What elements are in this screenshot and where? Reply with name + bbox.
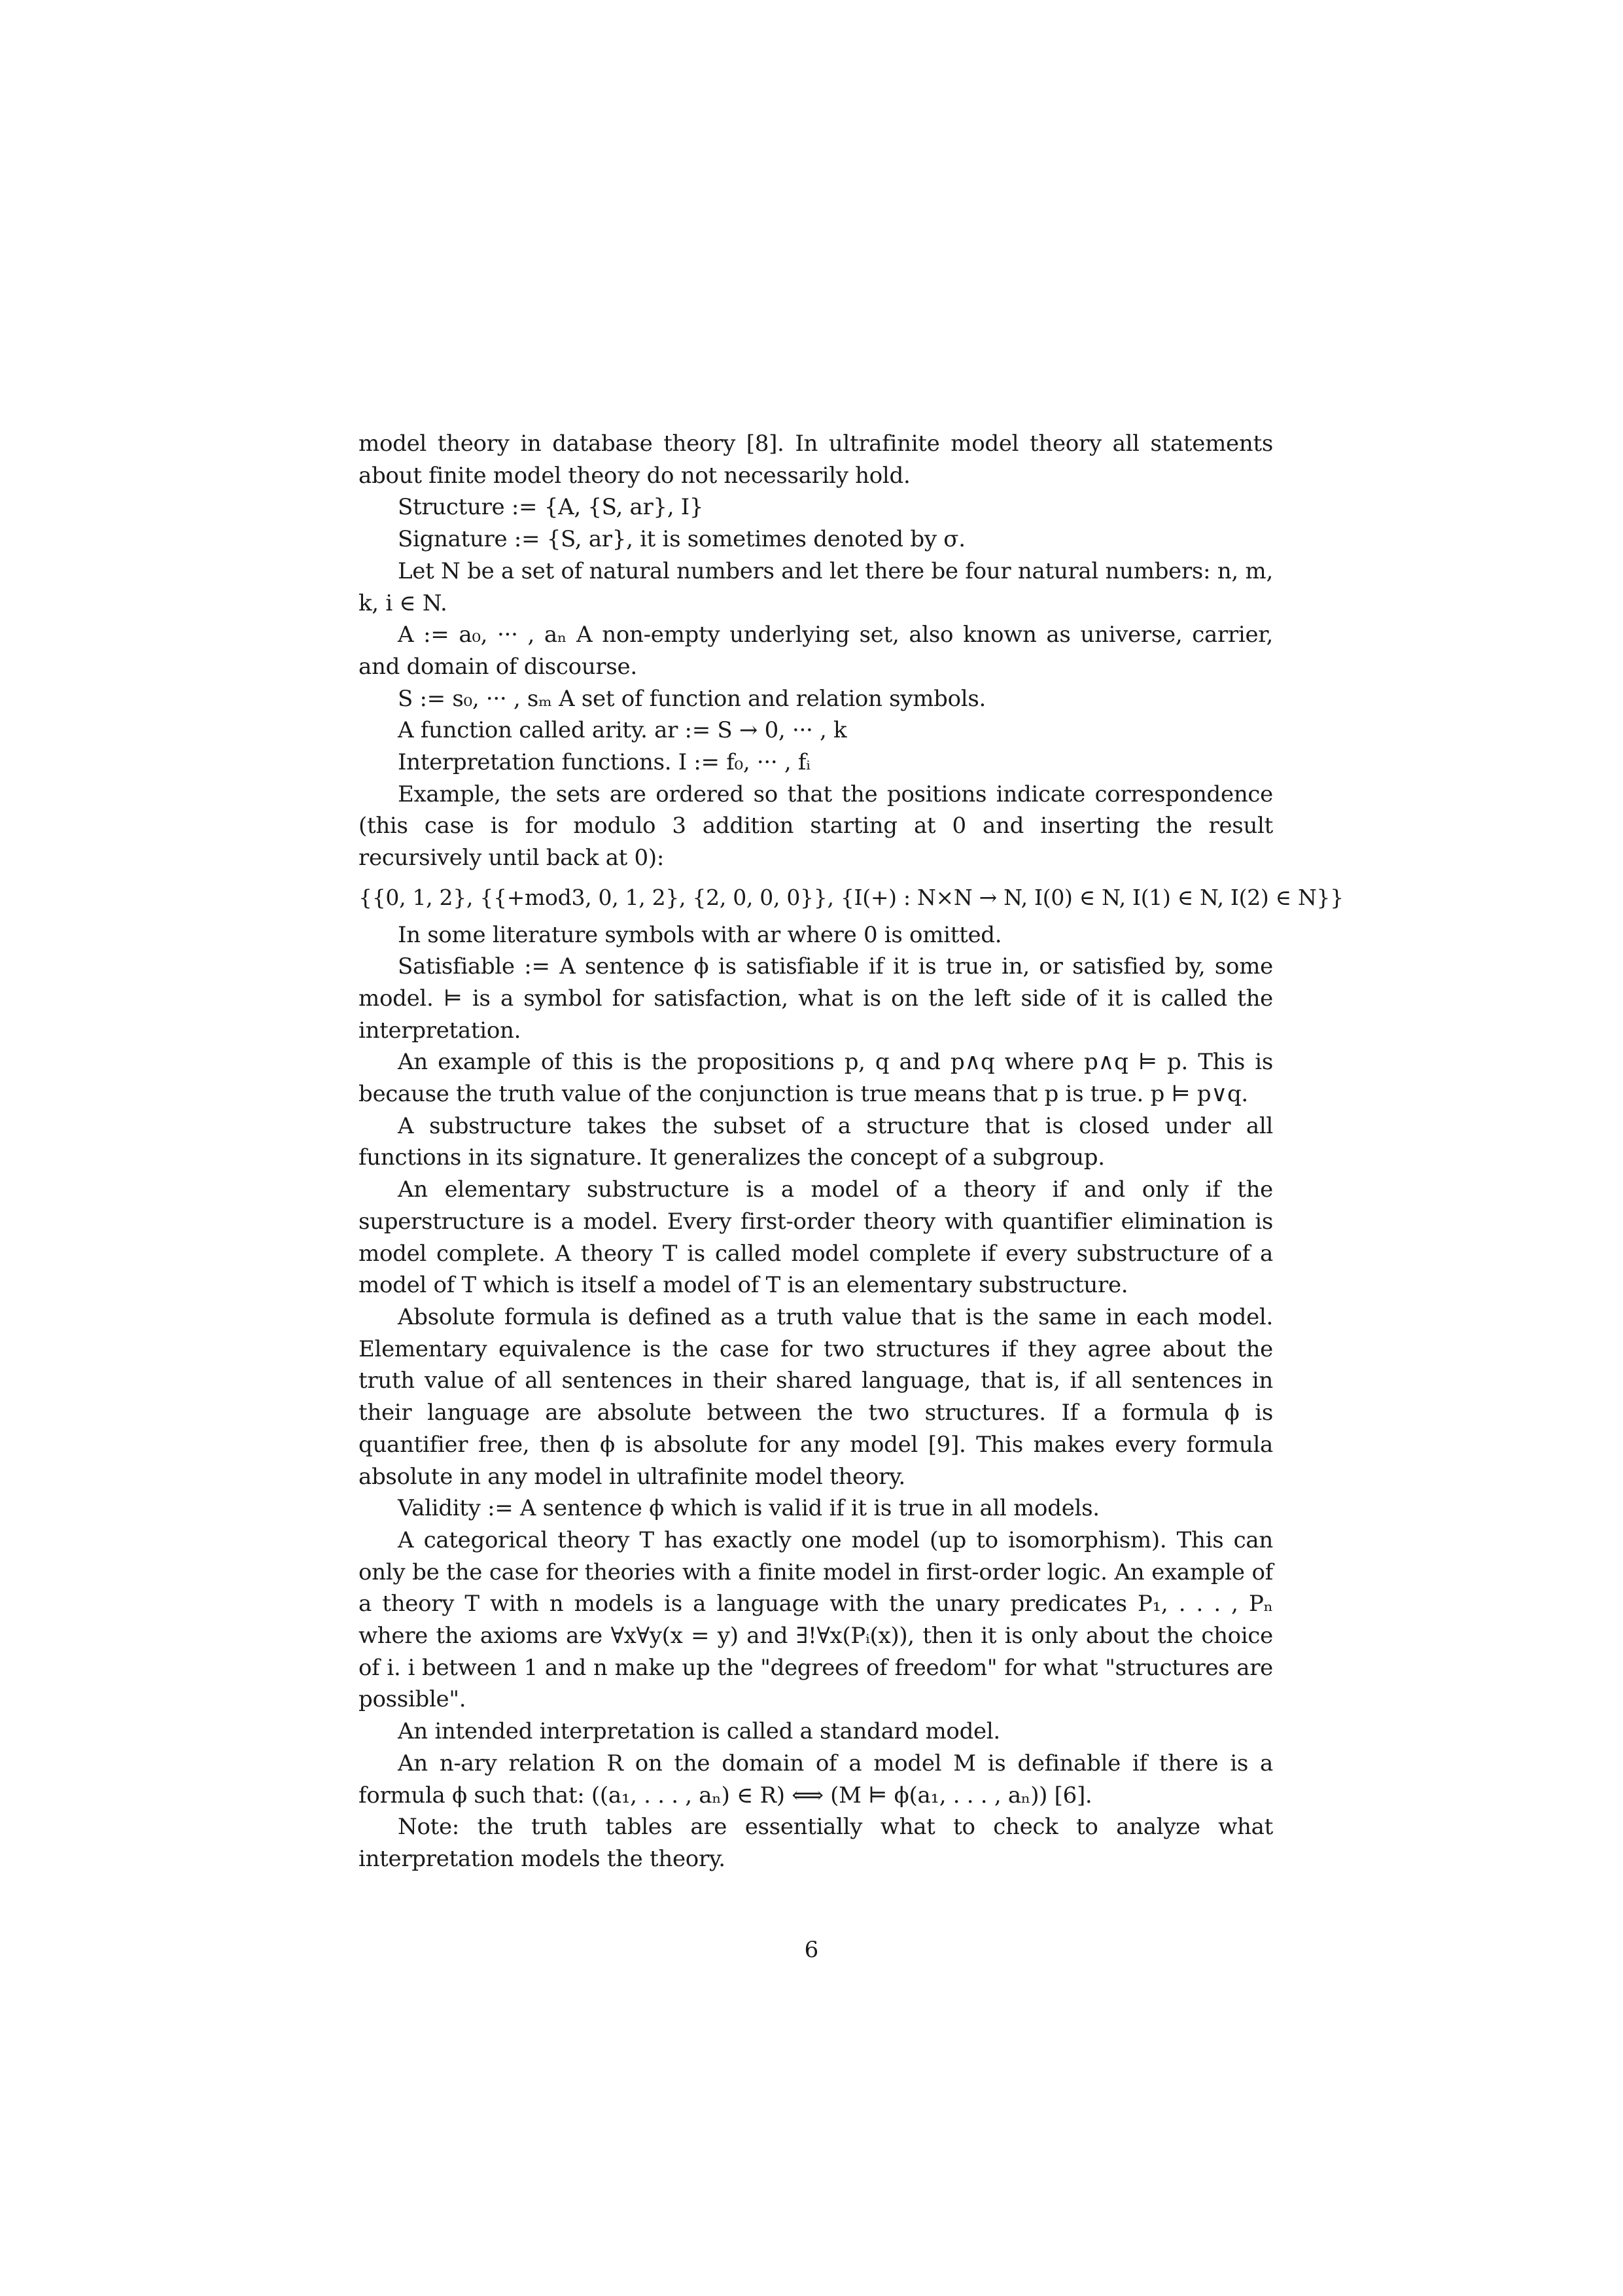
- paragraph: An example of this is the propositions p, q and p∧q where p∧q ⊨ p. This is because the truth value of the conjunction is true means that p is true. p ⊨ p∨q.: [358, 1049, 1273, 1108]
- paragraph: Example, the sets are ordered so that the positions indicate correspondence (this case is for modulo 3 addition starting at 0 and inserting the result recursively until back at 0):: [358, 781, 1273, 872]
- display-formula: {{0, 1, 2}, {{+mod3, 0, 1, 2}, {2, 0, 0, 0}}, {I(+) : N×N → N, I(0) ∈ N, I(1) ∈ N, I(2) ∈ N}}: [358, 884, 1344, 910]
- paragraph: model theory in database theory [8]. In ultrafinite model theory all statements about finite model theory do not necessarily hold.: [358, 431, 1273, 489]
- paragraph: A function called arity. ar := S → 0, ··· , k: [398, 717, 847, 744]
- paragraph: Note: the truth tables are essentially what to check to analyze what interpretation models the theory.: [358, 1814, 1273, 1872]
- paragraph: A := a₀, ··· , aₙ A non-empty underlying set, also known as universe, carrier, and domain of discourse.: [358, 622, 1273, 680]
- paragraph: An intended interpretation is called a standard model.: [398, 1718, 1000, 1745]
- paragraph: A substructure takes the subset of a structure that is closed under all functions in its signature. It generalizes the concept of a subgroup.: [358, 1112, 1273, 1171]
- paragraph: Interpretation functions. I := f₀, ··· , fᵢ: [398, 749, 811, 776]
- paragraph: Validity := A sentence ϕ which is valid if it is true in all models.: [398, 1495, 1100, 1522]
- paragraph: An n-ary relation R on the domain of a model M is definable if there is a formula ϕ such that: ((a₁, . . . , aₙ) ∈ R) ⟺ (M ⊨ ϕ(a₁, . . . , aₙ)) [6].: [358, 1750, 1273, 1809]
- paragraph: Absolute formula is defined as a truth value that is the same in each model. Elementary equivalence is the case for two structures if they agree about the truth value of all sentences in their shared language, that is, if all sentences in their language are absolute between the two structures. If a formula ϕ is quantifier free, then ϕ is absolute for any model [9]. This makes every formula absolute in any model in ultrafinite model theory.: [358, 1303, 1273, 1490]
- page-number: 6: [804, 1937, 819, 1963]
- paragraph: In some literature symbols with ar where 0 is omitted.: [398, 921, 1002, 948]
- paragraph: S := s₀, ··· , sₘ A set of function and relation symbols.: [398, 685, 986, 712]
- paragraph: Let N be a set of natural numbers and let there be four natural numbers: n, m, k, i ∈ N.: [358, 557, 1273, 616]
- body-text: [358, 428, 1344, 1875]
- paragraph: A categorical theory T has exactly one model (up to isomorphism). This can only be the case for theories with a finite model in first-order logic. An example of a theory T with n models is a language with the unary predicates P₁, . . . , Pₙ where the axioms are ∀x∀y(x = y) and ∃!∀x(Pᵢ(x)), then it is only about the choice of i. i between 1 and n make up the "degrees of freedom" for what "structures are possible".: [358, 1527, 1273, 1713]
- paragraph: Satisfiable := A sentence ϕ is satisfiable if it is true in, or satisfied by, some model. ⊨ is a symbol for satisfaction, what is on the left side of it is called the interpretation.: [358, 953, 1273, 1044]
- paragraph: An elementary substructure is a model of a theory if and only if the superstructure is a model. Every first-order theory with quantifier elimination is model complete. A theory T is called model complete if every substructure of a model of T which is itself a model of T is an elementary substructure.: [358, 1176, 1273, 1299]
- paragraph: Signature := {S, ar}, it is sometimes denoted by σ.: [398, 526, 966, 553]
- paragraph: Structure := {A, {S, ar}, I}: [398, 494, 704, 521]
